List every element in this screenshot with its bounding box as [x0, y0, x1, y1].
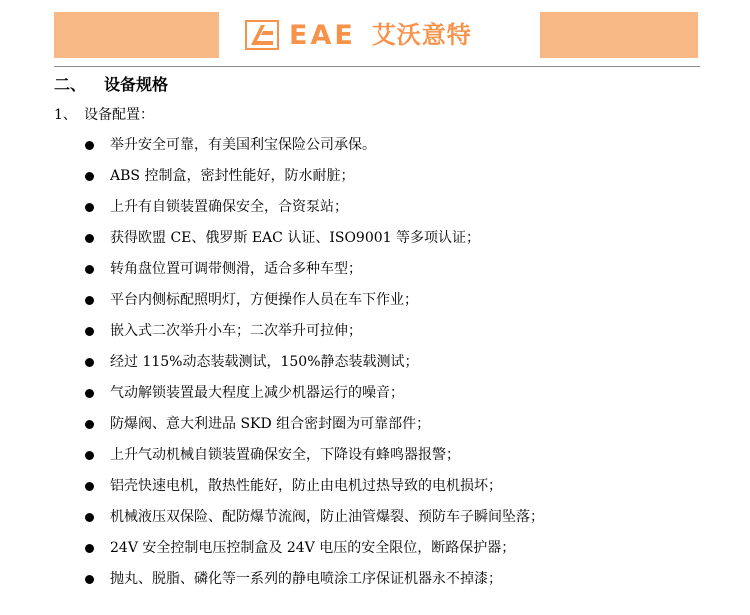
section-number: 二、 [54, 75, 87, 94]
bullet-icon [85, 358, 94, 367]
list-item-text: 抛丸、脱脂、磷化等一系列的静电喷涂工序保证机器永不掉漆； [110, 571, 502, 587]
bullet-icon [85, 172, 94, 181]
list-item [0, 316, 544, 347]
logo-text: EAE [289, 19, 356, 51]
list-item [0, 440, 544, 471]
subsection-title: 设备配置： [84, 107, 154, 123]
list-item-text: ABS 控制盒，密封性能好，防水耐脏； [110, 168, 355, 184]
list-item [0, 223, 544, 254]
list-item [0, 285, 544, 316]
list-item [0, 533, 544, 564]
page-header [0, 0, 750, 70]
list-item-text: 机械液压双保险、配防爆节流阀，防止油管爆裂、预防车子瞬间坠落； [110, 509, 544, 525]
header-divider [54, 66, 700, 67]
bullet-icon [85, 482, 94, 491]
list-item-text: 铝壳快速电机，散热性能好，防止由电机过热导致的电机损坏； [110, 478, 502, 494]
bullet-icon [85, 265, 94, 274]
header-band-right [540, 12, 698, 58]
bullet-icon [85, 544, 94, 553]
list-item-text: 举升安全可靠，有美国利宝保险公司承保。 [110, 137, 376, 153]
config-list [0, 130, 544, 595]
section-heading [54, 74, 168, 96]
bullet-icon [85, 327, 94, 336]
list-item-text: 防爆阀、意大利进品 SKD 组合密封圈为可靠部件； [110, 416, 431, 432]
subsection-number: 1、 [54, 107, 77, 123]
list-item [0, 564, 544, 595]
bullet-icon [85, 451, 94, 460]
list-item [0, 378, 544, 409]
list-item [0, 347, 544, 378]
bullet-icon [85, 513, 94, 522]
list-item [0, 409, 544, 440]
bullet-icon [85, 141, 94, 150]
list-item [0, 161, 544, 192]
list-item-text: 上升气动机械自锁装置确保安全，下降设有蜂鸣器报警； [110, 447, 460, 463]
bullet-icon [85, 234, 94, 243]
list-item-text: 平台内侧标配照明灯，方便操作人员在车下作业； [110, 292, 418, 308]
list-item-text: 获得欧盟 CE、俄罗斯 EAC 认证、ISO9001 等多项认证； [110, 230, 481, 246]
list-item-text: 24V 安全控制电压控制盒及 24V 电压的安全限位，断路保护器； [110, 540, 516, 556]
logo-chinese-name: 艾沃意特 [371, 21, 472, 49]
list-item [0, 502, 544, 533]
list-item [0, 192, 544, 223]
brand-logo [219, 12, 540, 58]
bullet-icon [85, 296, 94, 305]
header-band-left [54, 12, 219, 58]
list-item-text: 气动解锁装置最大程度上减少机器运行的噪音； [110, 385, 404, 401]
bullet-icon [85, 203, 94, 212]
section-title: 设备规格 [104, 75, 169, 94]
list-item [0, 130, 544, 161]
bullet-icon [85, 575, 94, 584]
list-item-text: 上升有自锁装置确保安全，合资泵站； [110, 199, 348, 215]
subsection-heading [54, 105, 154, 125]
list-item [0, 254, 544, 285]
eae-logo-icon [245, 20, 279, 50]
bullet-icon [85, 420, 94, 429]
bullet-icon [85, 389, 94, 398]
list-item-text: 转角盘位置可调带侧滑，适合多种车型； [110, 261, 362, 277]
list-item-text: 嵌入式二次举升小车；二次举升可拉伸； [110, 323, 362, 339]
list-item [0, 471, 544, 502]
list-item-text: 经过 115%动态装载测试，150%静态装载测试； [110, 354, 419, 370]
